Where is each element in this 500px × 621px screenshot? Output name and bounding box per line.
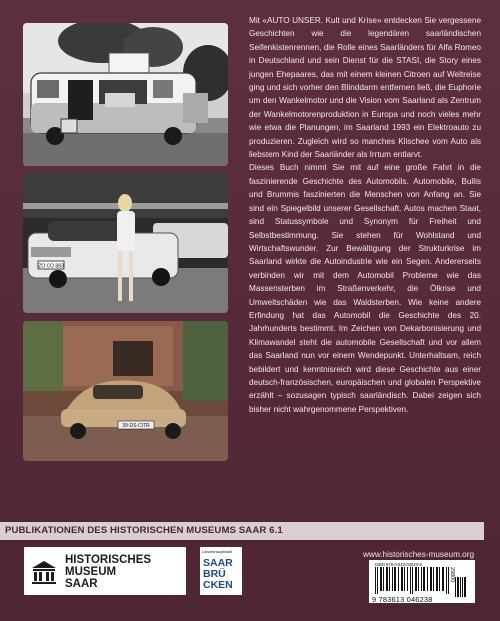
- city-name-line: BRÜ: [203, 568, 226, 580]
- museum-name-line: SAAR: [65, 578, 98, 590]
- addon-barcode-icon: [455, 569, 467, 597]
- museum-name-line: MUSEUM: [65, 566, 117, 578]
- photo-citroen-ds: [23, 321, 228, 461]
- plate-text-3: 39-DS-CITR: [122, 423, 150, 429]
- photo-vw-camper: [23, 23, 228, 166]
- barcode-bars-icon: [375, 567, 449, 594]
- addon-digits: 29800: [449, 567, 455, 583]
- series-label: PUBLIKATIONEN DES HISTORISCHEN MUSEUMS SAAR 6.1: [5, 525, 283, 536]
- book-description: [249, 14, 481, 416]
- barcode-digits: 9 783613 046238: [372, 595, 433, 604]
- series-banner: [0, 522, 484, 540]
- city-name-line: CKEN: [203, 579, 233, 591]
- museum-logo: [24, 547, 186, 595]
- museum-name-line: HISTORISCHES: [65, 554, 152, 566]
- isbn-barcode: [369, 560, 475, 603]
- saarbruecken-logo: [200, 547, 242, 595]
- isbn-text: ISBN 978-3-613-04623-8: [375, 562, 422, 567]
- city-logo-top: Landeshauptstadt: [202, 550, 233, 554]
- museum-building-icon: [31, 560, 57, 584]
- description-paragraph: Dieses Buch nimmt Sie mit auf eine große Fahrt in die faszinierende Geschichte des Automobils. Automobile, Bullis und Brummis faszinierten die Menschen von Anfang an. Sie sind ein Spiegelbild unserer Gesellschaft. Autos machen Staat, sind Statussymbole und Synonym für Freiheit und Selbstbestimmung. Sie stehen für Wohlstand und Wirtschaftswunder. Zur Bewältigung der Strukturkrise im Saarland wirkte die Autoindustrie wie ein Segen. Andererseits verbinden wir mit dem Automobil Probleme wie das Massensterben im Straßenverkehr, die Ölkrise und Umweltschäden wie das Waldsterben. Wie keine andere Erfindung hat das Automobil die Geschichte des 20. Jahrhunderts bestimmt. Im Zeichen von Dekarbonisierung und Klimawandel steht die automobile Gesellschaft und vor allem das Saarland nun vor einem Wendepunkt. Unterhaltsam, reich bebildert und kenntnisreich wird diese Geschichte aus einer deutsch-französischen, europäischen und globalen Perspektive erzählt – sozusagen typisch saarländisch. Dabei zeigen sich bisher nicht wahrgenommene Perspektiven.: [249, 163, 481, 414]
- city-name-line: SAAR: [203, 557, 233, 569]
- description-paragraph: Mit «AUTO UNSER. Kult und Krise» entdecken Sie vergessene Geschichten wie die legendären saarländischen Seifenkistenrennen, die Rolle eines Saarländers für Alfa Romeo in Deutschland und sein Dienst für die STASI, die Story eines jungen Ehepaares, das mit einem kleinen Citroen auf Weltreise ging und sich vorher den Blinddarm entfernen ließ, die Euphorie um den Wankelmotor und die Vision vom Saarland als Zentrum der Wankelmotorenproduktion in Europa und noch vieles mehr wie etwa die Planungen, im Saarland 1993 ein Elektroauto zu produzieren. Zugleich wird so manches Klischee vom Auto als liebstem Kind der Saarländer als Irrtum entlarvt.: [249, 16, 481, 160]
- photo-opel-model: [23, 173, 228, 313]
- plate-text-2: ZO CO 883: [38, 263, 64, 270]
- website-url: www.historisches-museum.org: [363, 550, 475, 559]
